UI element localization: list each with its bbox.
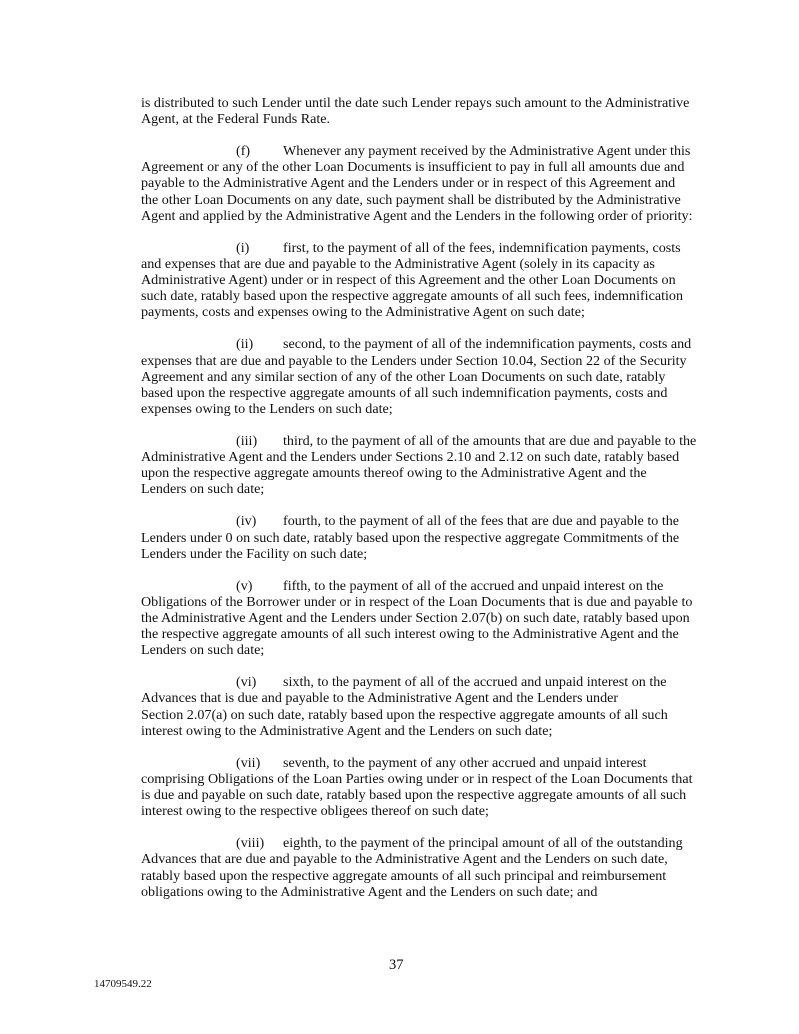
text-line: payable to the Administrative Agent and the Lenders under or in respect of this Agreement and [141,175,676,192]
text-line: Whenever any payment received by the Administrative Agent under this [283,143,691,160]
text-line: fifth, to the payment of all of the accrued and unpaid interest on the [283,577,664,594]
text-line: Lenders under 0 on such date, ratably based upon the respective aggregate Commitments of the [141,529,680,546]
text-line: interest owing to the Administrative Agent and the Lenders on such date; [141,722,553,739]
text-line: seventh, to the payment of any other accrued and unpaid interest [283,754,647,771]
text-line: ratably based upon the respective aggregate amounts of all such principal and reimbursement [141,867,667,884]
clause-label: (viii) [236,835,265,852]
clause-label: (f) [236,143,251,160]
document-body [141,95,703,916]
text-line: interest owing to the respective obligees thereof on such date; [141,803,489,820]
text-line: expenses that are due and payable to the Lenders under Section 10.04, Section 22 of the Security [141,352,687,369]
text-line: the Administrative Agent and the Lenders under Section 2.07(b) on such date, ratably based upon [141,610,690,626]
paragraph-iv [141,513,703,561]
text-line: third, to the payment of all of the amounts that are due and payable to the [283,432,697,449]
text-line: based upon the respective aggregate amounts of all such indemnification payments, costs and [141,384,668,401]
text-line: comprising Obligations of the Loan Parties owing under or in respect of the Loan Documents that [141,770,693,787]
clause-label: (vi) [236,674,257,691]
text-line: Agreement and any similar section of any of the other Loan Documents on such date, ratably [141,368,666,385]
text-line: Agent, at the Federal Funds Rate. [141,111,331,128]
clause-label: (iv) [236,513,257,530]
text-line: obligations owing to the Administrative Agent and the Lenders on such date; and [141,883,598,900]
document-id: 14709549.22 [94,978,152,990]
paragraph-vii [141,755,703,819]
text-line: Obligations of the Borrower under or in respect of the Loan Documents that is due and payable to [141,593,693,610]
text-line: Lenders under the Facility on such date; [141,545,368,562]
text-line: Section 2.07(a) on such date, ratably based upon the respective aggregate amounts of all such [141,706,668,723]
paragraph-f [141,143,703,223]
text-line: Advances that is due and payable to the Administrative Agent and the Lenders under [141,690,619,707]
paragraph-v [141,578,703,658]
clause-label: (v) [236,577,253,594]
text-line: and expenses that are due and payable to the Administrative Agent (solely in its capacity as [141,255,655,272]
text-line: Administrative Agent) under or in respect of this Agreement and the other Loan Documents on [141,272,676,289]
text-line: is distributed to such Lender until the date such Lender repays such amount to the Administrative [141,95,690,111]
text-line: upon the respective aggregate amounts thereof owing to the Administrative Agent and the [141,465,647,482]
text-line: is due and payable on such date, ratably based upon the respective aggregate amounts of all such [141,787,687,804]
paragraph-viii [141,835,703,899]
text-line: Agent and applied by the Administrative Agent and the Lenders in the following order of priority: [141,207,693,224]
text-line: first, to the payment of all of the fees, indemnification payments, costs [283,239,681,256]
paragraph-i [141,240,703,320]
text-line: the respective aggregate amounts of all such interest owing to the Administrative Agent and the [141,626,679,643]
text-line: such date, ratably based upon the respective aggregate amounts of all such fees, indemnification [141,288,684,305]
paragraph-ii [141,336,703,416]
text-line: second, to the payment of all of the indemnification payments, costs and [283,336,692,353]
clause-label: (iii) [236,432,258,449]
text-line: payments, costs and expenses owing to the Administrative Agent on such date; [141,304,585,321]
text-line: expenses owing to the Lenders on such date; [141,400,393,417]
clause-label: (vii) [236,754,261,771]
text-line: sixth, to the payment of all of the accrued and unpaid interest on the [283,674,667,691]
text-line: eighth, to the payment of the principal amount of all of the outstanding [283,835,683,852]
text-line: Administrative Agent and the Lenders under Sections 2.10 and 2.12 on such date, ratably based [141,449,680,466]
text-line: fourth, to the payment of all of the fees that are due and payable to the [283,513,680,530]
clause-label: (ii) [236,336,254,353]
paragraph-carryover [141,95,703,127]
text-line: Advances that are due and payable to the Administrative Agent and the Lenders on such date, [141,851,668,868]
text-line: Agreement or any of the other Loan Documents is insufficient to pay in full all amounts due and [141,159,685,176]
page-number: 37 [389,957,404,973]
text-line: Lenders on such date; [141,642,265,659]
paragraph-vi [141,674,703,738]
paragraph-iii [141,433,703,497]
text-line: Lenders on such date; [141,481,265,498]
clause-label: (i) [236,239,250,256]
text-line: the other Loan Documents on any date, such payment shall be distributed by the Administrative [141,191,681,208]
